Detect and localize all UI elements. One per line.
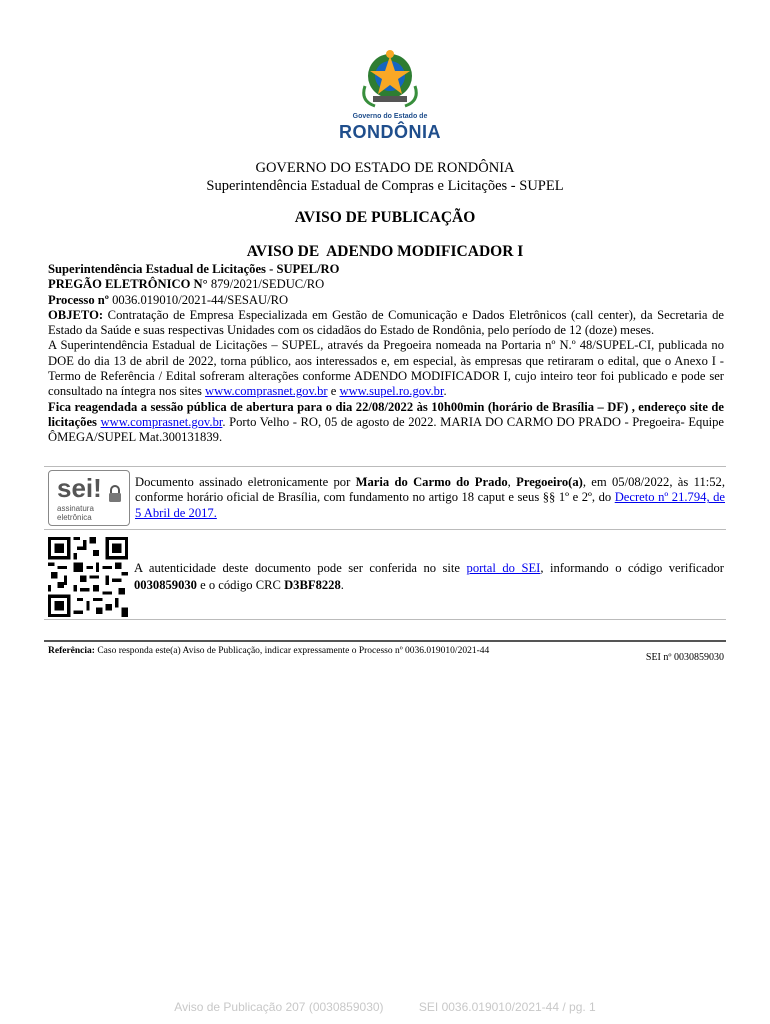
reference-text: Caso responda este(a) Aviso de Publicação, indicar expressamente o Processo nº 0036.019010/2021-44 xyxy=(94,646,490,656)
verification-mid: , informando o código verificador xyxy=(540,561,724,575)
signature-post: , em 05/08/2022, às 11:52, conforme horário oficial de Brasília, com fundamento no artigo 18 caput e seus §§ 1º e 2º, do xyxy=(135,475,725,505)
verification-pre: A autenticidade deste documento pode ser conferida no site xyxy=(134,561,467,575)
sei-logo-text: sei! xyxy=(57,473,102,503)
qr-code xyxy=(48,537,128,617)
electronic-signature-block xyxy=(44,466,726,530)
supel-link[interactable]: www.supel.ro.gov.br xyxy=(339,384,444,399)
portal-sei-link[interactable]: portal do SEI xyxy=(466,561,541,575)
header-government: GOVERNO DO ESTADO DE RONDÔNIA xyxy=(255,160,515,176)
signature-separator: , xyxy=(507,475,517,489)
document-subtitle: AVISO DE ADENDO MODIFICADOR I xyxy=(246,243,524,260)
sei-caption-line1: assinatura xyxy=(57,504,94,513)
comprasnet-link[interactable]: www.comprasnet.gov.br xyxy=(205,384,328,399)
objeto-label: OBJETO: xyxy=(48,307,104,322)
sei-badge-caption xyxy=(57,504,94,522)
sei-signature-badge xyxy=(48,470,130,526)
sei-number: SEI nº 0030859030 xyxy=(645,652,724,663)
verification-mid2: e o código CRC xyxy=(196,578,285,592)
processo-value: 0036.019010/2021-44/SESAU/RO xyxy=(108,292,289,307)
header-supel: Superintendência Estadual de Compras e Licitações - SUPEL xyxy=(206,178,564,194)
reference-divider xyxy=(44,640,726,642)
announcement-paragraph: A Superintendência Estadual de Licitações – SUPEL, através da Pregoeira nomeada na Portaria nº N.º 48/SUPEL-CI, publicada no DOE do dia 13 de abril de 2022, torna público, aos interessados e, em especial, às empresas que retiraram o edital, que o Anexo I - Termo de Referência / Edital sofreram alterações conforme ADENDO MODIFICADOR I, cujo inteiro teor foi publicado e pode ser consultado na íntegra nos sites xyxy=(48,338,724,399)
verification-code: 0030859030 xyxy=(134,578,197,592)
objeto-text: Contratação de Empresa Especializada em Gestão de Comunicação e Dados Eletrônicos (call center), da Secretaria de Estado da Saúde e suas respectivas Unidades com os cidadãos do Estado de Rondônia, pelo período de 12 (doze) meses. xyxy=(48,307,724,338)
lock-icon xyxy=(107,485,123,503)
reference-label: Referência: xyxy=(48,646,95,656)
footer-page-info: SEI 0036.019010/2021-44 / pg. 1 xyxy=(418,1000,596,1014)
processo-label: Processo nº xyxy=(48,292,109,307)
connector-text: e xyxy=(327,384,340,399)
signature-pre: Documento assinado eletronicamente por xyxy=(135,475,356,489)
decree-link[interactable]: Decreto nº 21.794, de 5 Abril de 2017. xyxy=(135,490,725,520)
closing-text: . Porto Velho - RO, 05 de agosto de 2022. MARIA DO CARMO DO PRADO - Pregoeira- Equipe ÔMEGA/SUPEL Mat.300131839. xyxy=(48,414,724,445)
verification-text xyxy=(134,560,724,594)
verification-block xyxy=(44,533,726,620)
document-title: AVISO DE PUBLICAÇÃO xyxy=(294,209,476,226)
reschedule-notice: Fica reagendada a sessão pública de abertura para o dia 22/08/2022 às 10h00min (horário de Brasília – DF) , endereço site de licitações xyxy=(48,399,724,429)
agency-line: Superintendência Estadual de Licitações - SUPEL/RO xyxy=(48,262,340,276)
reference-note xyxy=(48,645,588,657)
logo-subtitle: Governo do Estado de xyxy=(352,113,428,120)
document-body xyxy=(48,262,724,446)
signature-text xyxy=(135,475,725,521)
pregao-label: PREGÃO ELETRÔNICO N° xyxy=(48,277,208,292)
signer-role: Pregoeiro(a) xyxy=(516,475,583,489)
logo-title: RONDÔNIA xyxy=(339,122,441,142)
verification-end: . xyxy=(340,578,344,592)
footer-document-id: Aviso de Publicação 207 (0030859030) xyxy=(174,1000,384,1014)
pregao-value: 879/2021/SEDUC/RO xyxy=(207,277,325,292)
period-text: . xyxy=(443,384,447,399)
sei-caption-line2: eletrônica xyxy=(57,513,92,522)
signer-name: Maria do Carmo do Prado xyxy=(355,475,508,489)
crc-code: D3BF8228 xyxy=(284,578,341,592)
comprasnet-link-2[interactable]: www.comprasnet.gov.br xyxy=(100,414,223,429)
page-footer xyxy=(0,1000,770,1014)
